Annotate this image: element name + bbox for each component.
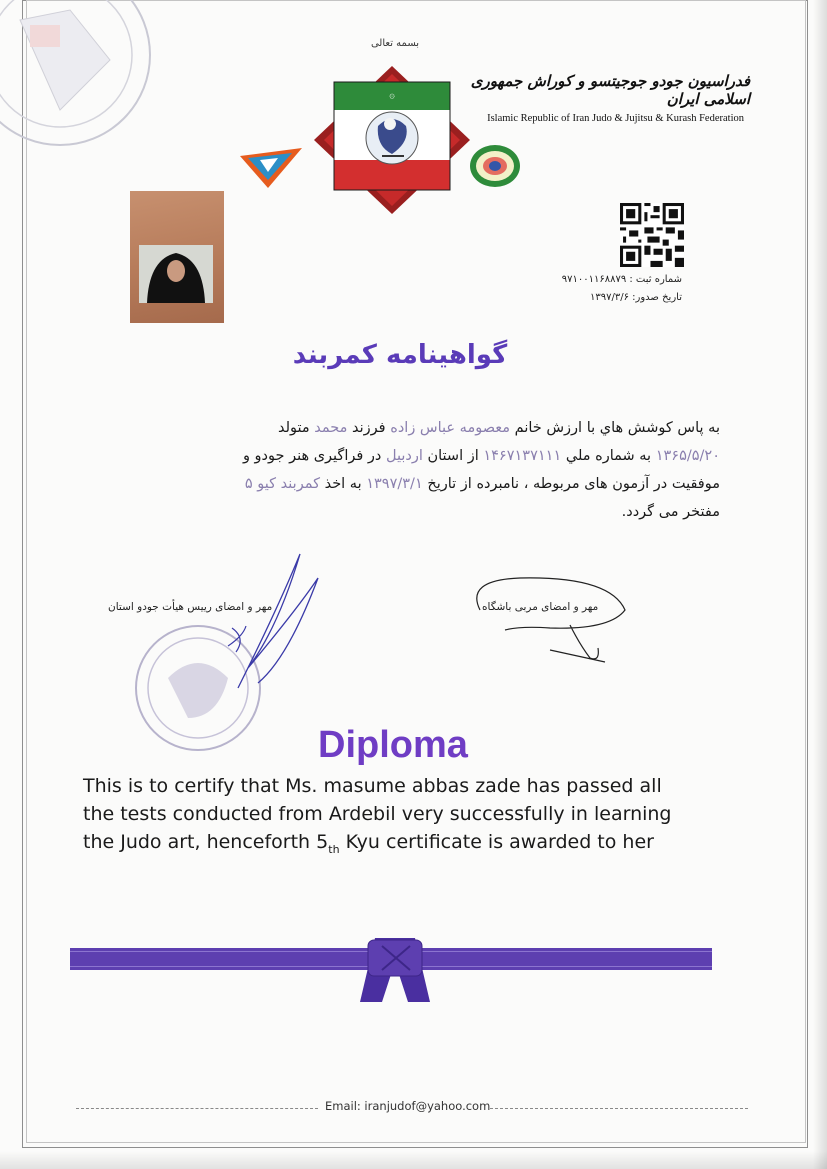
scan-edge-shadow (813, 0, 827, 1169)
level-unit: Kyu (345, 831, 380, 853)
english-body (83, 772, 763, 864)
federation-emblem (312, 64, 472, 216)
footer-rule-right (490, 1108, 748, 1109)
province-fa: اردبيل (385, 448, 423, 464)
province-en: Ardebil (328, 803, 396, 825)
holder-name-en: masume abbas zade (323, 775, 521, 797)
federation-name-english: Islamic Republic of Iran Judo & Jujitsu & Kurash Federation (487, 113, 744, 124)
exam-date: ۱۳۹۷/۳/۱ (366, 476, 423, 492)
basmala-text: بسمه تعالی (370, 38, 420, 49)
provincial-stamp-and-signature (128, 548, 338, 758)
kurash-logo (468, 143, 522, 189)
provincial-head-signature-label: مهر و امضای رییس هیأت جودو استان (108, 601, 273, 613)
holder-name-fa: معصومه عباس زاده (390, 420, 511, 436)
svg-text:۞: ۞ (389, 90, 395, 101)
belt-graphic (70, 936, 712, 1004)
certificate-title: گواهینامه کمربند (292, 340, 508, 370)
scan-bottom-shadow (0, 1151, 827, 1169)
holder-photo (130, 191, 224, 323)
coach-signature (460, 570, 630, 670)
diploma-title: Diploma (318, 724, 468, 766)
holder-portrait (139, 245, 213, 303)
belt-level-fa: کمربند کیو ۵ (244, 476, 320, 492)
federation-watermark-seal (0, 0, 160, 165)
father-name: محمد (314, 420, 348, 436)
english-line-3: the Judo art, henceforth $5_{th}$ Kyu certificate is awarded to her (83, 831, 654, 856)
footer-rule-left (76, 1108, 318, 1109)
english-line-1: This is to certify that Ms. masume abbas zade has passed all (83, 775, 662, 797)
persian-line-1: به پاس کوشش هاي با ارزش خانم معصومه عباس زاده فرزند محمد متولد (278, 420, 720, 436)
footer-email: Email: iranjudof@yahoo.com (325, 1099, 491, 1113)
persian-line-2: ۱۳۶۵/۵/۲۰ به شماره ملي ۱۴۶۷۱۳۷۱۱۱ از استان اردبيل در فراگیری هنر جودو و (242, 448, 720, 464)
coach-signature-label: مهر و امضای مربی باشگاه (482, 601, 599, 613)
persian-body (80, 414, 720, 526)
federation-name-persian: فدراسیون جودو جوجیتسو و کوراش جمهوری اسلامی ایران (470, 72, 750, 108)
level-suffix: th (328, 842, 340, 856)
issue-date: تاریخ صدور: ۱۳۹۷/۳/۶ (590, 292, 682, 303)
registration-number: شماره ثبت : ۹۷۱۰۰۱۱۶۸۸۷۹ (561, 274, 682, 285)
english-line-2: the tests conducted from Ardebil very successfully in learning (83, 803, 672, 825)
level-number: 5 (316, 831, 329, 853)
qr-code-icon (620, 203, 684, 267)
jujitsu-logo (238, 146, 304, 190)
persian-line-4: مفتخر می گردد. (621, 504, 720, 520)
national-id: ۱۴۶۷۱۳۷۱۱۱ (483, 448, 562, 464)
birth-date: ۱۳۶۵/۵/۲۰ (655, 448, 720, 464)
persian-line-3: موفقیت در آزمون های مربوطه ، نامبرده از تاریخ ۱۳۹۷/۳/۱ به اخذ کمربند کیو ۵ (244, 476, 720, 492)
